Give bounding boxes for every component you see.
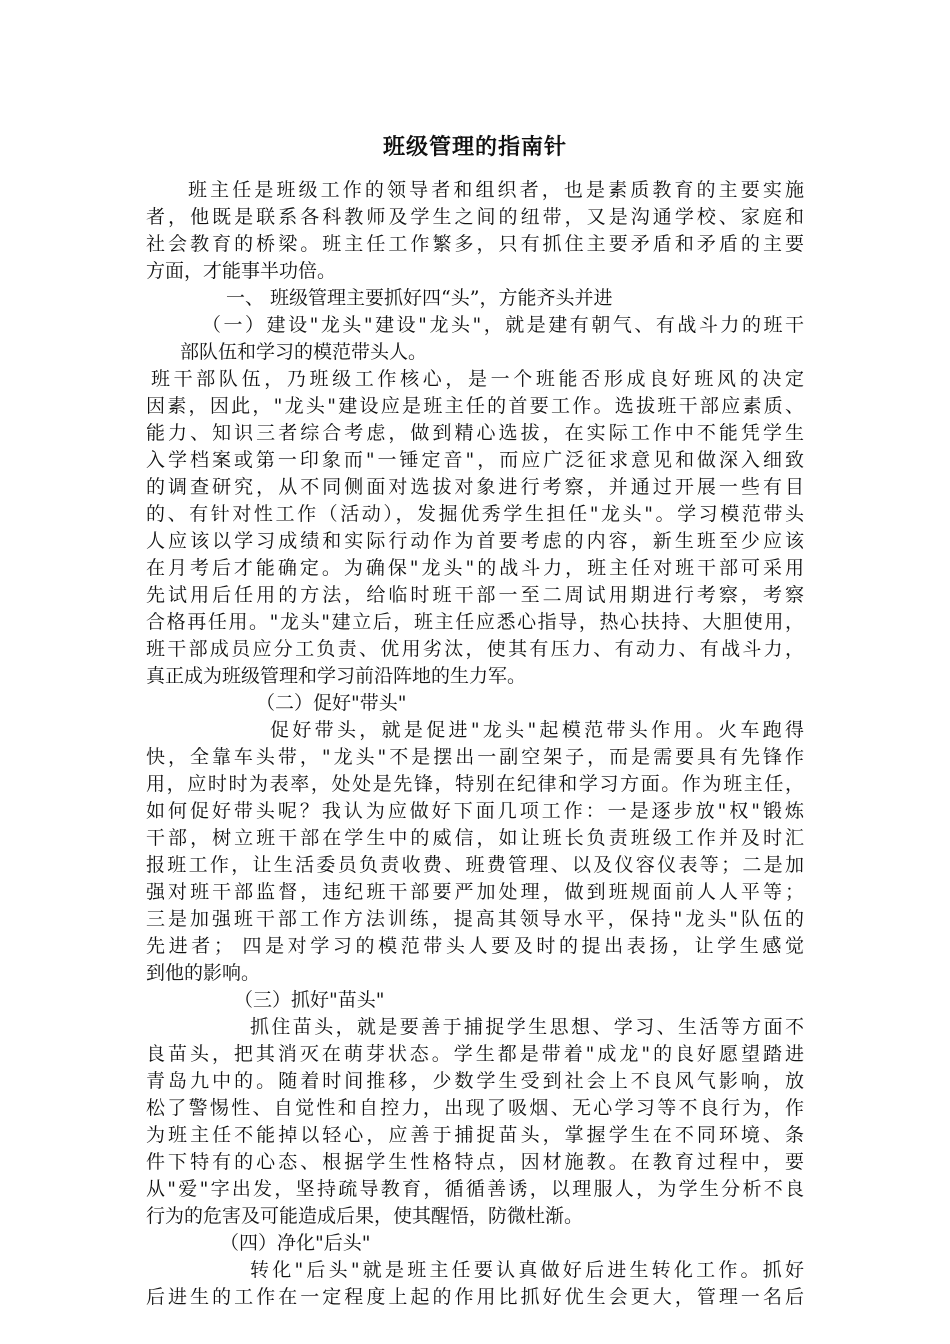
- body-text-line: 社会教育的桥梁。班主任工作繁多，只有抓住主要矛盾和矛盾的主要: [146, 233, 804, 255]
- body-text-line: 因素，因此，"龙头"建设应是班主任的首要工作。选拔班干部应素质、: [146, 395, 804, 417]
- body-text-line: 者，他既是联系各科教师及学生之间的纽带，又是沟通学校、家庭和: [146, 206, 804, 228]
- body-text-line: 促好带头，就是促进"龙头"起模范带头作用。火车跑得: [270, 719, 804, 741]
- body-text-line: 青岛九中的。随着时间推移，少数学生受到社会上不良风气影响，放: [146, 1070, 804, 1092]
- body-text-line: 方面，才能事半功倍。: [146, 260, 337, 282]
- body-text-line: 在月考后才能确定。为确保"龙头"的战斗力，班主任对班干部可采用: [146, 557, 804, 579]
- body-text-line: 合格再任用。"龙头"建立后，班主任应悉心指导，热心扶持、大胆使用，: [146, 611, 804, 633]
- body-text-line: 入学档案或第一印象而"一锤定音"，而应广泛征求意见和做深入细致: [146, 449, 804, 471]
- body-text-line: 松了警惕性、自觉性和自控力，出现了吸烟、无心学习等不良行为，作: [146, 1097, 804, 1119]
- body-text-line: 抓住苗头，就是要善于捕捉学生思想、学习、生活等方面不: [250, 1016, 804, 1038]
- body-text-line: 用，应时时为表率，处处是先锋，特别在纪律和学习方面。作为班主任，: [146, 773, 804, 795]
- body-text-line: 到他的影响。: [146, 962, 261, 984]
- body-text-line: 转化"后头"就是班主任要认真做好后进生转化工作。抓好: [250, 1259, 804, 1281]
- body-text-line: 能力、知识三者综合考虑，做到精心选拔，在实际工作中不能凭学生: [146, 422, 804, 444]
- body-text-line: 干部，树立班干部在学生中的威信，如让班长负责班级工作并及时汇: [146, 827, 804, 849]
- body-text-line: （三）抓好"苗头": [234, 989, 385, 1011]
- document-title: 班级管理的指南针: [382, 135, 567, 160]
- body-text-line: 报班工作，让生活委员负责收费、班费管理、以及仪容仪表等；二是加: [146, 854, 804, 876]
- body-text-line: 如何促好带头呢？我认为应做好下面几项工作：一是逐步放"权"锻炼: [146, 800, 804, 822]
- body-text-line: 真正成为班级管理和学习前沿阵地的生力军。: [146, 665, 527, 687]
- body-text-line: 的、有针对性工作（活动），发掘优秀学生担任"龙头"。学习模范带头: [146, 503, 804, 525]
- body-text-line: 人应该以学习成绩和实际行动作为首要考虑的内容，新生班至少应该: [146, 530, 804, 552]
- body-text-line: 快，全靠车头带，"龙头"不是摆出一副空架子，而是需要具有先锋作: [146, 746, 804, 768]
- body-text-line: 良苗头，把其消灭在萌芽状态。学生都是带着"成龙"的良好愿望踏进: [146, 1043, 804, 1065]
- body-text-line: 的调查研究，从不同侧面对选拔对象进行考察，并通过开展一些有目: [146, 476, 804, 498]
- body-text-line: 班干部成员应分工负责、优用劣汰，使其有压力、有动力、有战斗力，: [146, 638, 804, 660]
- body-text-line: 部队伍和学习的模范带头人。: [180, 341, 428, 363]
- body-text-line: 行为的危害及可能造成后果，使其醒悟，防微杜渐。: [146, 1205, 584, 1227]
- body-text-line: （一）建设"龙头"建设"龙头"，就是建有朝气、有战斗力的班干: [202, 314, 804, 336]
- body-text-line: 班干部队伍，乃班级工作核心，是一个班能否形成良好班风的决定: [151, 368, 804, 390]
- body-text-line: 一、 班级管理主要抓好四“头”，方能齐头并进: [226, 287, 613, 309]
- body-text-line: 后进生的工作在一定程度上起的作用比抓好优生会更大，管理一名后: [146, 1286, 804, 1308]
- body-text-line: 班主任是班级工作的领导者和组织者，也是素质教育的主要实施: [188, 179, 804, 201]
- body-text-line: 先进者； 四是对学习的模范带头人要及时的提出表扬，让学生感觉: [146, 935, 804, 957]
- body-text-line: （四）净化"后头": [220, 1232, 371, 1254]
- body-text-line: （二）促好"带头": [256, 692, 407, 714]
- body-text-line: 为班主任不能掉以轻心，应善于捕捉苗头，掌握学生在不同环境、条: [146, 1124, 804, 1146]
- body-text-line: 强对班干部监督，违纪班干部要严加处理，做到班规面前人人平等；: [146, 881, 804, 903]
- body-text-line: 三是加强班干部工作方法训练，提高其领导水平，保持"龙头"队伍的: [146, 908, 804, 930]
- body-text-line: 从"爱"字出发，坚持疏导教育，循循善诱，以理服人，为学生分析不良: [146, 1178, 804, 1200]
- body-text-line: 先试用后任用的方法，给临时班干部一至二周试用期进行考察，考察: [146, 584, 804, 606]
- body-text-line: 件下特有的心态、根据学生性格特点，因材施教。在教育过程中，要: [146, 1151, 804, 1173]
